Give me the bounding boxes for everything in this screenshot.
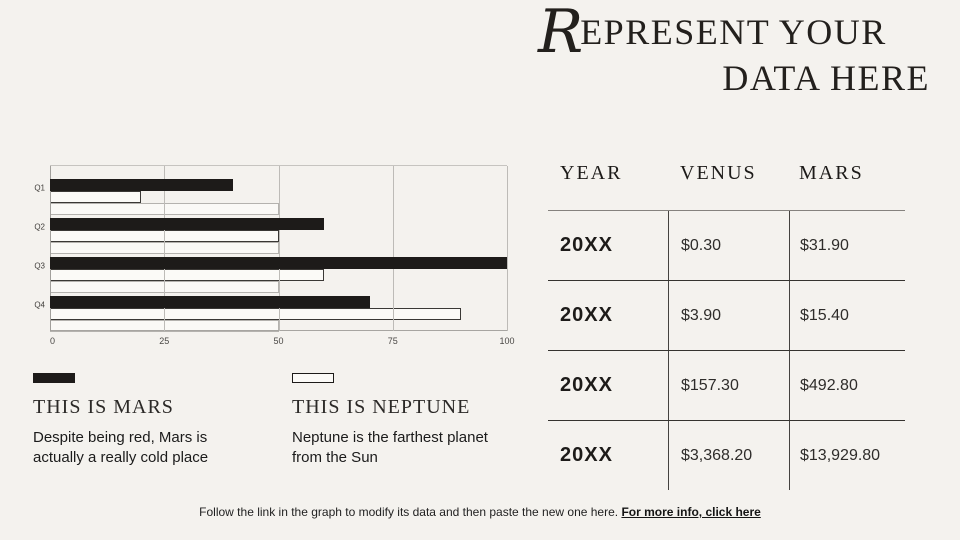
- neptune-legend-heading: THIS IS NEPTUNE: [292, 396, 471, 418]
- table-row: [548, 420, 905, 490]
- mars-value-cell: $492.80: [789, 351, 905, 420]
- bar-mars-q3: [50, 257, 507, 269]
- venus-value-cell: $3,368.20: [668, 421, 789, 490]
- year-cell: 20XX: [560, 304, 613, 326]
- gridline-75: [393, 166, 394, 331]
- bar-mars-q1: [50, 179, 233, 191]
- bar-neptune-q3: [50, 269, 324, 281]
- x-tick-label: 25: [159, 336, 170, 346]
- bar-neptune-q1: [50, 191, 141, 203]
- bar-neptune-q4: [50, 308, 461, 320]
- category-label-q1: Q1: [34, 183, 45, 193]
- mars-value-cell: $13,929.80: [789, 421, 905, 490]
- x-tick-label: 0: [50, 336, 56, 346]
- table-header-year: YEAR: [560, 162, 623, 184]
- table-header-row: [548, 162, 905, 211]
- bar-mars-q4: [50, 296, 370, 308]
- year-cell: 20XX: [560, 374, 613, 396]
- table-row: [548, 350, 905, 420]
- year-cell: 20XX: [560, 234, 613, 256]
- legend-item-neptune: [292, 373, 502, 469]
- data-table: [548, 162, 905, 490]
- gridline-100: [507, 166, 508, 331]
- venus-value-cell: $3.90: [668, 281, 789, 350]
- title-line-2: DATA HERE: [722, 58, 930, 98]
- footer-text: Follow the link in the graph to modify its data and then paste the new one here.: [199, 505, 622, 519]
- table-header-mars: MARS: [799, 162, 864, 184]
- category-label-q3: Q3: [34, 261, 45, 271]
- venus-value-cell: $157.30: [668, 351, 789, 420]
- table-header-venus: VENUS: [680, 162, 757, 184]
- mars-legend-heading: THIS IS MARS: [33, 396, 174, 418]
- x-tick-label: 75: [387, 336, 398, 346]
- title-line-1-text: EPRESENT YOUR: [580, 12, 887, 52]
- title-decorative-initial: R: [538, 0, 584, 67]
- chart-plot: [34, 165, 515, 346]
- table-row: [548, 280, 905, 350]
- table-row: [548, 211, 905, 280]
- more-info-link[interactable]: For more info, click here: [621, 505, 761, 519]
- category-label-q4: Q4: [34, 300, 45, 310]
- title-line-1: [538, 0, 930, 67]
- bar-chart[interactable]: [34, 165, 515, 346]
- year-cell: 20XX: [560, 444, 613, 466]
- mars-swatch: [33, 373, 75, 383]
- footer-note: [0, 505, 960, 519]
- bar-mars-q2: [50, 218, 324, 230]
- mars-value-cell: $31.90: [789, 211, 905, 280]
- mars-value-cell: $15.40: [789, 281, 905, 350]
- neptune-legend-body: Neptune is the farthest planet from the Sun: [292, 429, 488, 467]
- category-label-q2: Q2: [34, 222, 45, 232]
- mars-legend-body: Despite being red, Mars is actually a really cold place: [33, 429, 209, 467]
- legend-item-mars: [33, 373, 273, 469]
- x-tick-label: 100: [499, 336, 515, 346]
- x-tick-label: 50: [273, 336, 284, 346]
- page-title: [538, 0, 930, 98]
- neptune-swatch: [292, 373, 334, 383]
- venus-value-cell: $0.30: [668, 211, 789, 280]
